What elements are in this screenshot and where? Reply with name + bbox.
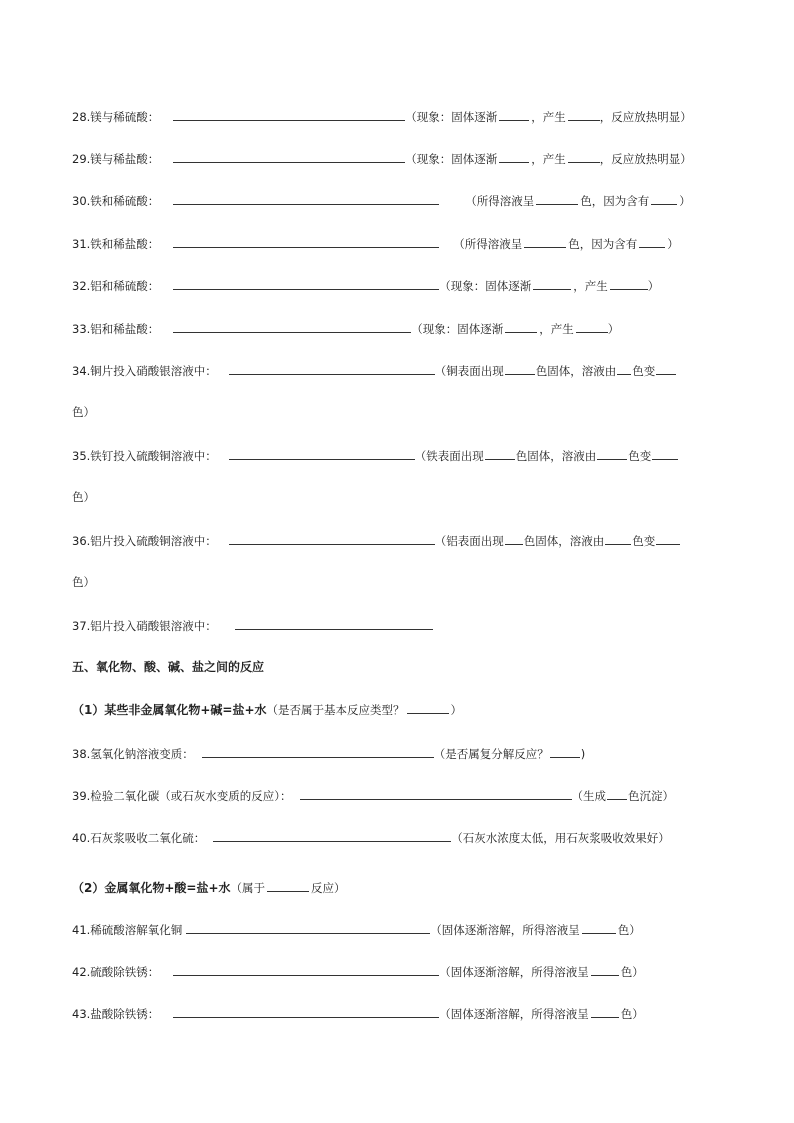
subsection-heading: （2）金属氧化物+酸=盐+水 — [72, 881, 231, 895]
answer-blank[interactable] — [173, 1005, 439, 1018]
subsection-2: （2）金属氧化物+酸=盐+水（属于 反应） — [72, 881, 346, 895]
answer-blank[interactable] — [610, 277, 648, 290]
answer-blank[interactable] — [173, 235, 439, 248]
answer-blank[interactable] — [186, 921, 430, 934]
answer-blank[interactable] — [505, 532, 523, 545]
question-34: 34.铜片投入硝酸银溶液中： （铜表面出现 色固体，溶液由 色变 — [72, 362, 676, 379]
question-label: 39.检验二氧化碳（或石灰水变质的反应）： — [72, 789, 292, 803]
answer-blank[interactable] — [173, 150, 405, 163]
answer-blank[interactable] — [173, 108, 405, 121]
answer-blank[interactable] — [505, 362, 535, 375]
question-label: 32.铝和稀硫酸： — [72, 279, 160, 293]
question-43: 43.盐酸除铁锈： （固体逐渐溶解，所得溶液呈 色） — [72, 1007, 644, 1021]
question-40: 40.石灰浆吸收二氧化硫： （石灰水浓度太低，用石灰浆吸收效果好） — [72, 831, 670, 845]
question-41: 41.稀硫酸溶解氧化铜 （固体逐渐溶解，所得溶液呈 色） — [72, 923, 641, 937]
question-label: 28.镁与稀硫酸： — [72, 110, 160, 124]
answer-blank[interactable] — [576, 320, 608, 333]
answer-blank[interactable] — [213, 829, 451, 842]
answer-blank[interactable] — [617, 362, 631, 375]
question-label: 41.稀硫酸溶解氧化铜 — [72, 923, 183, 937]
question-35-continued: 色） — [72, 490, 95, 504]
question-label: 36.铝片投入硫酸铜溶液中： — [72, 534, 217, 548]
answer-blank[interactable] — [229, 532, 435, 545]
answer-blank[interactable] — [591, 1005, 619, 1018]
answer-blank[interactable] — [656, 362, 676, 375]
answer-blank[interactable] — [173, 963, 439, 976]
answer-blank[interactable] — [300, 787, 572, 800]
answer-blank[interactable] — [568, 150, 600, 163]
question-31: 31.铁和稀盐酸： （所得溶液呈 色，因为含有 ） — [72, 237, 679, 251]
answer-blank[interactable] — [597, 447, 627, 460]
answer-blank[interactable] — [652, 447, 678, 460]
question-label: 43.盐酸除铁锈： — [72, 1007, 160, 1021]
question-30: 30.铁和稀硫酸： （所得溶液呈 色，因为含有 ） — [72, 194, 691, 208]
answer-blank[interactable] — [229, 447, 415, 460]
subsection-heading: （1）某些非金属氧化物+碱=盐+水 — [72, 703, 267, 717]
answer-blank[interactable] — [651, 192, 677, 205]
answer-blank[interactable] — [607, 787, 627, 800]
answer-blank[interactable] — [202, 745, 434, 758]
question-37 — [72, 617, 433, 634]
answer-blank[interactable] — [173, 320, 411, 333]
question-label: 35.铁钉投入硫酸铜溶液中： — [72, 449, 217, 463]
question-label: 40.石灰浆吸收二氧化硫： — [72, 831, 206, 845]
answer-blank[interactable] — [173, 192, 439, 205]
question-label: 33.铝和稀盐酸： — [72, 322, 160, 336]
answer-blank[interactable] — [524, 235, 566, 248]
answer-blank[interactable] — [407, 701, 449, 714]
answer-blank[interactable] — [639, 235, 665, 248]
question-label: 34.铜片投入硝酸银溶液中： — [72, 364, 217, 378]
answer-blank[interactable] — [229, 362, 435, 375]
question-label: 29.镁与稀盐酸： — [72, 152, 160, 166]
question-32: 32.铝和稀硫酸： （现象：固体逐渐 ，产生 ） — [72, 279, 660, 293]
answer-blank[interactable] — [235, 617, 433, 630]
answer-blank[interactable] — [499, 150, 529, 163]
answer-blank[interactable] — [605, 532, 631, 545]
question-42: 42.硫酸除铁锈： （固体逐渐溶解，所得溶液呈 色） — [72, 965, 644, 979]
answer-blank[interactable] — [485, 447, 515, 460]
answer-blank[interactable] — [582, 921, 616, 934]
question-36: 36.铝片投入硫酸铜溶液中： （铝表面出现 色固体，溶液由 色变 — [72, 532, 680, 549]
answer-blank[interactable] — [656, 532, 680, 545]
answer-blank[interactable] — [550, 745, 580, 758]
question-35: 35.铁钉投入硫酸铜溶液中： （铁表面出现 色固体，溶液由 色变 — [72, 447, 678, 464]
answer-blank[interactable] — [533, 277, 571, 290]
answer-blank[interactable] — [568, 108, 600, 121]
subsection-1: （1）某些非金属氧化物+碱=盐+水（是否属于基本反应类型？ ） — [72, 703, 463, 717]
question-label: 38.氢氧化钠溶液变质： — [72, 747, 194, 761]
question-39: 39.检验二氧化碳（或石灰水变质的反应）： （生成 色沉淀） — [72, 789, 675, 803]
question-29: 29.镁与稀盐酸： （现象：固体逐渐 ，产生 ，反应放热明显） — [72, 152, 692, 166]
question-36-continued: 色） — [72, 575, 95, 589]
answer-blank[interactable] — [499, 108, 529, 121]
answer-blank[interactable] — [591, 963, 619, 976]
answer-blank[interactable] — [267, 879, 309, 892]
question-label: 30.铁和稀硫酸： — [72, 194, 160, 208]
question-34-continued: 色） — [72, 405, 95, 419]
question-label: 37.铝片投入硝酸银溶液中： — [72, 619, 217, 633]
question-33: 33.铝和稀盐酸： （现象：固体逐渐 ，产生 ） — [72, 322, 620, 336]
question-label: 42.硫酸除铁锈： — [72, 965, 160, 979]
section-title: 五、氧化物、酸、碱、盐之间的反应 — [72, 660, 265, 674]
question-label: 31.铁和稀盐酸： — [72, 237, 160, 251]
answer-blank[interactable] — [173, 277, 439, 290]
question-38: 38.氢氧化钠溶液变质： （是否属复分解反应？ ) — [72, 747, 586, 761]
answer-blank[interactable] — [536, 192, 578, 205]
question-28: 28.镁与稀硫酸： （现象：固体逐渐 ，产生 ，反应放热明显） — [72, 110, 692, 124]
answer-blank[interactable] — [505, 320, 537, 333]
